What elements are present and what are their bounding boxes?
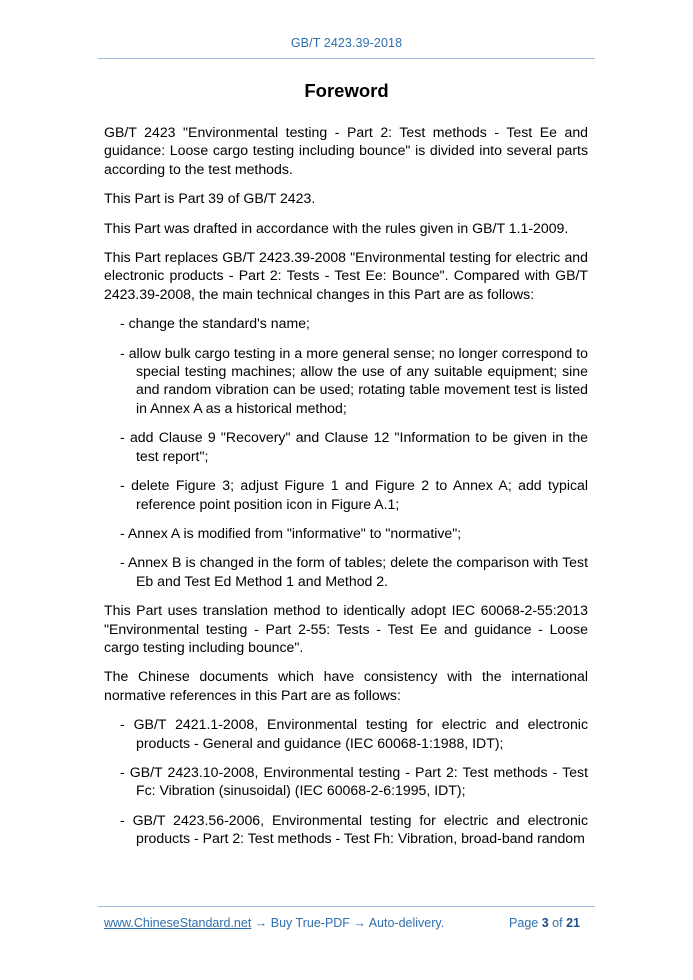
paragraph: This Part uses translation method to identically adopt IEC 60068-2-55:2013 "Environmental testing - Part 2-55: Tests - Test Ee and guidance - Loose cargo testing including bounce". [104,602,588,655]
paragraph: This Part is Part 39 of GB/T 2423. [104,190,316,207]
page-indicator [509,916,580,930]
list-item: - allow bulk cargo testing in a more general sense; no longer correspond to special testing machines; allow the use of any suitable equipment; sine and random vibration can be used; rotating table movement test is listed in Annex A as a historical method; [120,344,588,416]
of-label: of [552,916,563,930]
footer-promo [104,916,444,930]
page-label: Page [509,916,539,930]
list-item: - GB/T 2423.56-2006, Environmental testing for electric and electronic products - Part 2: Test methods - Test Fh: Vibration, broad-band random [120,811,588,847]
paragraph: This Part replaces GB/T 2423.39-2008 "Environmental testing for electric and electronic products - Part 2: Tests - Test Ee: Bounce". Compared with GB/T 2423.39-2008, the main technical changes in this Part are as follows: [104,249,588,302]
list-item: - Annex A is modified from "informative" to "normative"; [120,524,462,541]
document-body [104,123,588,859]
list-item: - GB/T 2423.10-2008, Environmental testing - Part 2: Test methods - Test Fc: Vibration (sinusoidal) (IEC 60068-2-6:1995, IDT); [120,763,588,799]
page-number: 3 [541,916,549,930]
list-item: - change the standard's name; [120,315,310,332]
list-item: - add Clause 9 "Recovery" and Clause 12 "Information to be given in the test report"; [120,429,588,464]
header-divider [98,58,595,59]
page-title: Foreword [304,80,389,101]
footer-promo-text: → Buy True-PDF → Auto-delivery. [251,916,445,930]
dash-list [104,715,588,847]
list-item: - GB/T 2421.1-2008, Environmental testing for electric and electronic products - General and guidance (IEC 60068-1:1988, IDT); [120,716,588,751]
page-total: 21 [566,916,580,930]
footer-divider [98,906,595,907]
website-link[interactable]: www.ChineseStandard.net [104,916,252,930]
list-item: - delete Figure 3; adjust Figure 1 and Figure 2 to Annex A; add typical reference point position icon in Figure A.1; [120,477,588,512]
paragraph: GB/T 2423 "Environmental testing - Part 2: Test methods - Test Ee and guidance: Loose cargo testing including bounce" is divided into several parts according to the test methods. [104,124,588,177]
list-item: - Annex B is changed in the form of tables; delete the comparison with Test Eb and Test Ed Method 1 and Method 2. [120,554,588,589]
paragraph: This Part was drafted in accordance with the rules given in GB/T 1.1-2009. [104,219,569,236]
paragraph: The Chinese documents which have consistency with the international normative references in this Part are as follows: [104,668,588,703]
dash-list [104,314,588,590]
running-header: GB/T 2423.39-2018 [290,36,403,50]
